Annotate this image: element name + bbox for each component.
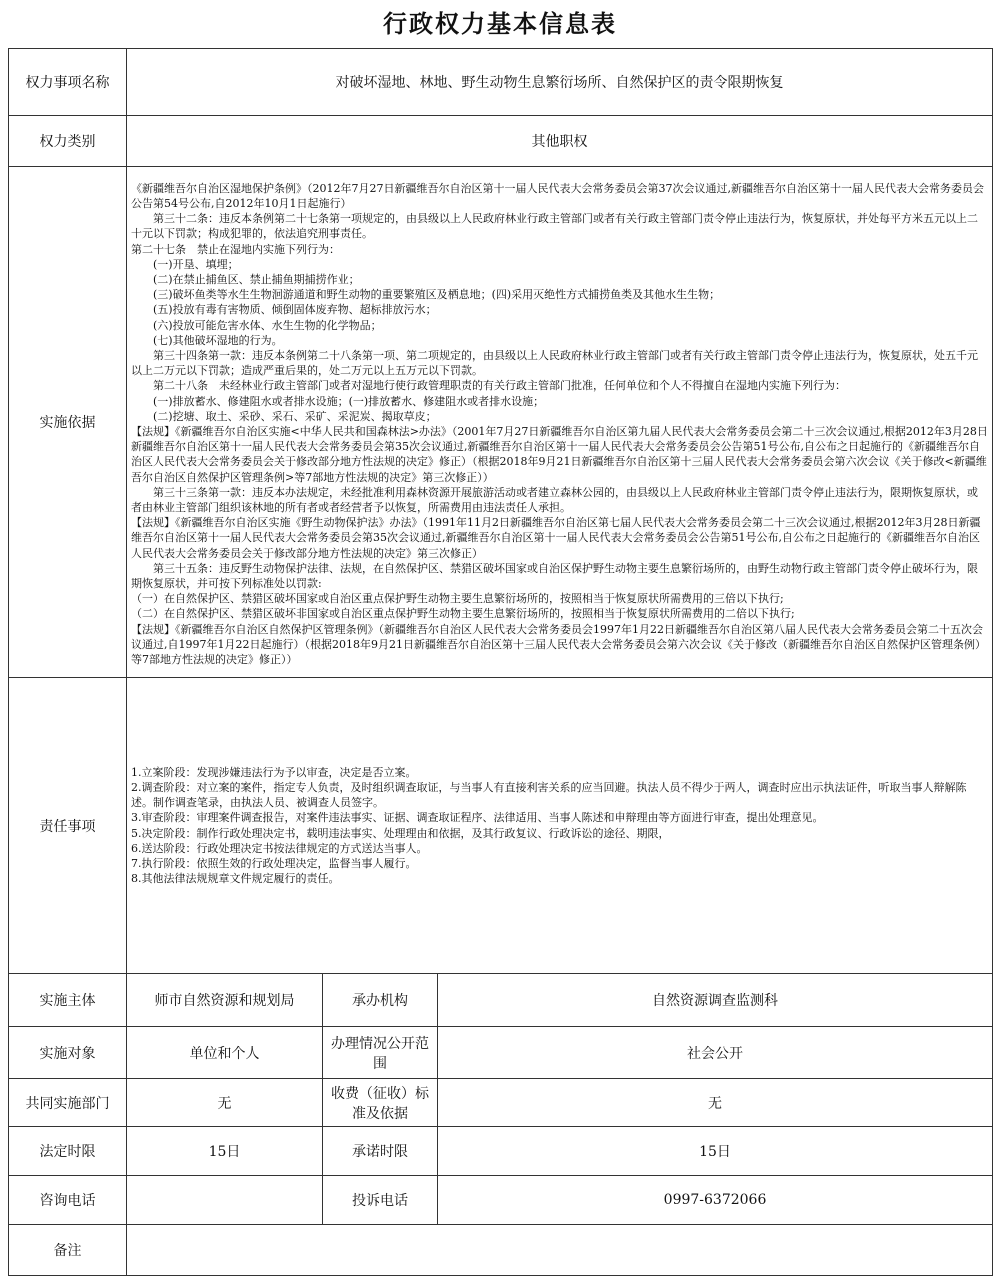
responsibility-cell bbox=[127, 678, 993, 974]
responsibility-label: 责任事项 bbox=[9, 678, 127, 974]
basis-text bbox=[127, 177, 992, 668]
basis-paragraph: (一)排放蓄水、修建阻水或者排水设施；(一)排放蓄水、修建阻水或者排水设施； bbox=[131, 394, 545, 408]
power-name-label: 权力事项名称 bbox=[9, 49, 127, 116]
time-limit-label: 法定时限 bbox=[9, 1127, 127, 1176]
info-table bbox=[8, 48, 993, 1276]
handling-org-value: 自然资源调查监测科 bbox=[438, 974, 993, 1027]
power-name-value: 对破坏湿地、林地、野生动物生息繁衍场所、自然保护区的责令限期恢复 bbox=[127, 49, 993, 116]
consult-phone-label: 咨询电话 bbox=[9, 1176, 127, 1225]
basis-paragraph: (五)投放有毒有害物质、倾倒固体废弃物、超标排放污水； bbox=[131, 303, 437, 317]
row-remarks bbox=[9, 1225, 993, 1276]
row-basis bbox=[9, 167, 993, 678]
row-subject bbox=[9, 974, 993, 1027]
responsibility-item: 3.审查阶段：审理案件调查报告，对案件违法事实、证据、调查取证程序、法律适用、当事人陈述和申辩理由等方面进行审查，提出处理意见。 bbox=[131, 811, 824, 825]
basis-paragraph: 第三十五条：违反野生动物保护法律、法规，在自然保护区、禁猎区破坏国家或自治区保护野生动物主要生息繁衍场所的，由野生动物行政主管部门责令停止破坏行为，限期恢复原状，并可按下列标准处以罚款: bbox=[131, 561, 978, 591]
promised-time-value: 15日 bbox=[438, 1127, 993, 1176]
responsibility-text bbox=[127, 765, 992, 887]
row-responsibility bbox=[9, 678, 993, 974]
basis-label: 实施依据 bbox=[9, 167, 127, 678]
promised-time-label: 承诺时限 bbox=[323, 1127, 438, 1176]
row-power-name bbox=[9, 49, 993, 116]
responsibility-item: 2.调查阶段：对立案的案件，指定专人负责，及时组织调查取证，与当事人有直接利害关系的应当回避。执法人员不得少于两人，调查时应出示执法证件，听取当事人辩解陈述。制作调查笔录，由执法人员、被调查人员签字。 bbox=[131, 780, 967, 810]
fee-value: 无 bbox=[438, 1079, 993, 1127]
power-type-value: 其他职权 bbox=[127, 116, 993, 167]
fee-label: 收费（征收）标准及依据 bbox=[323, 1079, 438, 1127]
basis-cell bbox=[127, 167, 993, 678]
row-co-department bbox=[9, 1079, 993, 1127]
basis-paragraph: (二)挖塘、取土、采砂、采石、采矿、采泥炭、揭取草皮； bbox=[131, 409, 437, 423]
remarks-value bbox=[127, 1225, 993, 1276]
basis-paragraph: (七)其他破坏湿地的行为。 bbox=[131, 333, 283, 347]
basis-paragraph: 第三十三条第一款：违反本办法规定，未经批准利用森林资源开展旅游活动或者建立森林公园的，由县级以上人民政府林业主管部门责令停止违法行为，限期恢复原状，或者由林业主管部门组织该林地的所有者或者经营者予以恢复，所需费用由违法责任人承担。 bbox=[131, 485, 978, 515]
basis-paragraph: (三)破坏鱼类等水生生物洄游通道和野生动物的重要繁殖区及栖息地；(四)采用灭绝性方式捕捞鱼类及其他水生生物； bbox=[131, 288, 721, 302]
row-phone bbox=[9, 1176, 993, 1225]
consult-phone-value bbox=[127, 1176, 323, 1225]
complaint-phone-label: 投诉电话 bbox=[323, 1176, 438, 1225]
responsibility-item: 8.其他法律法规规章文件规定履行的责任。 bbox=[131, 872, 340, 886]
responsibility-item: 6.送达阶段：行政处理决定书按法律规定的方式送达当事人。 bbox=[131, 841, 428, 855]
basis-paragraph: 【法规】《新疆维吾尔自治区实施<中华人民共和国森林法>办法》（2001年7月27日新疆维吾尔自治区第九届人民代表大会常务委员会第二十三次会议通过,根据2012年3月28日新疆维吾尔自治区第十一届人民代表大会常务委员会第35次会议通过,新疆维吾尔自治区第十一届人民代表大会常务委员会公告第51号公布,自公布之日起施行的《新疆维吾尔自治区人民代表大会常务委员会关于修改部分地方性法规的决定》修正）（根据2018年9月21日新疆维吾尔自治区第十三届人民代表大会常务委员会第六次会议《关于修改<新疆维吾尔自治区自然保护区管理条例>等7部地方性法规的决定》第三次修正）） bbox=[131, 425, 988, 484]
basis-paragraph: 《新疆维吾尔自治区湿地保护条例》（2012年7月27日新疆维吾尔自治区第十一届人民代表大会常务委员会第37次会议通过,新疆维吾尔自治区第十一届人民代表大会常务委员会公告第54号公布,自2012年10月1日起施行） bbox=[131, 181, 984, 210]
co-department-value: 无 bbox=[127, 1079, 323, 1127]
row-time-limit bbox=[9, 1127, 993, 1176]
target-value: 单位和个人 bbox=[127, 1027, 323, 1079]
basis-paragraph: (一)开垦、填埋； bbox=[131, 257, 239, 271]
row-target bbox=[9, 1027, 993, 1079]
basis-paragraph: 第二十七条 禁止在湿地内实施下列行为： bbox=[131, 242, 340, 256]
responsibility-item: 7.执行阶段：依照生效的行政处理决定，监督当事人履行。 bbox=[131, 856, 417, 870]
row-power-type bbox=[9, 116, 993, 167]
target-label: 实施对象 bbox=[9, 1027, 127, 1079]
basis-paragraph: 第二十八条 未经林业行政主管部门或者对湿地行使行政管理职责的有关行政主管部门批准，任何单位和个人不得擅自在湿地内实施下列行为： bbox=[131, 379, 846, 393]
basis-paragraph: （二）在自然保护区、禁猎区破坏非国家或自治区重点保护野生动物主要生息繁衍场所的，按照相当于恢复原状所需费用的二倍以下执行; bbox=[131, 607, 795, 621]
disclosure-label: 办理情况公开范围 bbox=[323, 1027, 438, 1079]
time-limit-value: 15日 bbox=[127, 1127, 323, 1176]
basis-paragraph: 【法规】《新疆维吾尔自治区自然保护区管理条例》（新疆维吾尔自治区人民代表大会常务委员会1997年1月22日新疆维吾尔自治区第八届人民代表大会常务委员会第二十五次会议通过,自1997年1月22日起施行）（根据2018年9月21日新疆维吾尔自治区第十三届人民代表大会常务委员会第六次会议《关于修改（新疆维吾尔自治区自然保护区管理条例）等7部地方性法规的决定》修正）） bbox=[131, 622, 986, 667]
power-type-label: 权力类别 bbox=[9, 116, 127, 167]
handling-org-label: 承办机构 bbox=[323, 974, 438, 1027]
basis-paragraph: (二)在禁止捕鱼区、禁止捕鱼期捕捞作业； bbox=[131, 272, 360, 286]
subject-value: 师市自然资源和规划局 bbox=[127, 974, 323, 1027]
basis-paragraph: （一）在自然保护区、禁猎区破坏国家或自治区重点保护野生动物主要生息繁衍场所的，按照相当于恢复原状所需费用的三倍以下执行; bbox=[131, 592, 784, 606]
basis-paragraph: 第三十四条第一款：违反本条例第二十八条第一项、第二项规定的，由县级以上人民政府林业行政主管部门或者有关行政主管部门责令停止违法行为，恢复原状，处五千元以上二万元以下罚款；造成严重后果的，处二万元以上五万元以下罚款。 bbox=[131, 348, 978, 378]
basis-paragraph: (六)投放可能危害水体、水生生物的化学物品； bbox=[131, 318, 382, 332]
co-department-label: 共同实施部门 bbox=[9, 1079, 127, 1127]
basis-paragraph: 【法规】《新疆维吾尔自治区实施《野生动物保护法》办法》（1991年11月2日新疆维吾尔自治区第七届人民代表大会常务委员会第二十三次会议通过,根据2012年3月28日新疆维吾尔自治区第十一届人民代表大会常务委员会第35次会议通过,新疆维吾尔自治区第十一届人民代表大会常务委员会公告第51号公布,自公布之日起施行的《新疆维吾尔自治区人民代表大会常务委员会关于修改部分地方性法规的决定》第三次修正） bbox=[131, 516, 981, 560]
basis-paragraph: 第三十二条：违反本条例第二十七条第一项规定的，由县级以上人民政府林业行政主管部门或者有关行政主管部门责令停止违法行为，恢复原状，并处每平方米五元以上二十元以下罚款；构成犯罪的，依法追究刑事责任。 bbox=[131, 212, 978, 241]
page-title: 行政权力基本信息表 bbox=[383, 9, 617, 38]
responsibility-item: 5.决定阶段：制作行政处理决定书，载明违法事实、处理理由和依据，及其行政复议、行政诉讼的途径、期限， bbox=[131, 826, 670, 840]
remarks-label: 备注 bbox=[9, 1225, 127, 1276]
disclosure-value: 社会公开 bbox=[438, 1027, 993, 1079]
responsibility-item: 1.立案阶段：发现涉嫌违法行为予以审查，决定是否立案。 bbox=[131, 765, 417, 779]
complaint-phone-value: 0997-6372066 bbox=[438, 1176, 993, 1225]
subject-label: 实施主体 bbox=[9, 974, 127, 1027]
